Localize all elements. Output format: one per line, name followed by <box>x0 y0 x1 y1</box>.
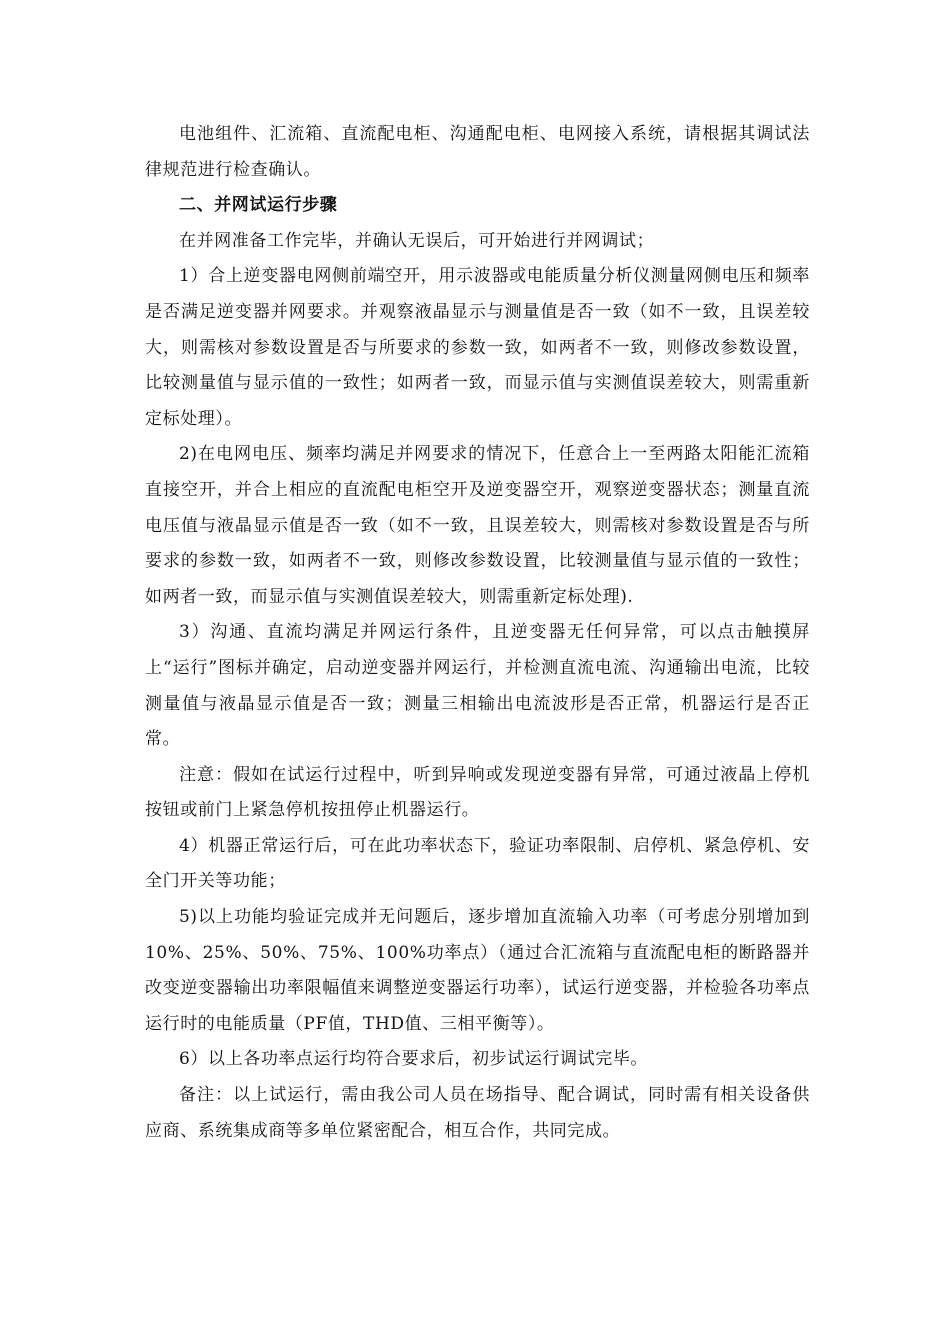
paragraph-step-4: 4）机器正常运行后，可在此功率状态下，验证功率限制、启停机、紧急停机、安全门开关等功能； <box>145 835 810 892</box>
paragraph-step-1: 1）合上逆变器电网侧前端空开，用示波器或电能质量分析仪测量网侧电压和频率是否满足逆变器并网要求。并观察液晶显示与测量值是否一致（如不一致，且误差较大，则需核对参数设置是否与所要求的参数一致，如两者不一致，则修改参数设置，比较测量值与显示值的一致性；如两者一致，而显示值与实测值误差较大，则需重新定标处理）。 <box>145 266 810 429</box>
paragraph-step-5: 5)以上功能均验证完成并无问题后，逐步增加直流输入功率（可考虑分别增加到10%、25%、50%、75%、100%功率点）（通过合汇流箱与直流配电柜的断路器并改变逆变器输出功率限幅值来调整逆变器运行功率），试运行逆变器，并检验各功率点运行时的电能质量（PF值，THD值、三相平衡等）。 <box>145 907 810 1034</box>
paragraph-step-6: 6）以上各功率点运行均符合要求后，初步试运行调试完毕。 <box>179 1049 649 1070</box>
continuation-paragraph: 电池组件、汇流箱、直流配电柜、沟通配电柜、电网接入系统，请根据其调试法律规范进行检查确认。 <box>145 124 810 180</box>
paragraph-remark: 备注：以上试运行，需由我公司人员在场指导、配合调试，同时需有相关设备供应商、系统集成商等多单位紧密配合，相互合作，共同完成。 <box>145 1085 810 1141</box>
paragraph-step-2: 2)在电网电压、频率均满足并网要求的情况下，任意合上一至两路太阳能汇流箱直接空开，并合上相应的直流配电柜空开及逆变器空开，观察逆变器状态；测量直流电压值与液晶显示值是否一致（如不一致，且误差较大，则需核对参数设置是否与所要求的参数一致，如两者不一致，则修改参数设置，比较测量值与显示值的一致性；如两者一致，而显示值与实测值误差较大，则需重新定标处理). <box>145 444 810 607</box>
section-heading: 二、并网试运行步骤 <box>179 195 338 216</box>
paragraph-note: 注意：假如在试运行过程中，听到异响或发现逆变器有异常，可通过液晶上停机按钮或前门上紧急停机按扭停止机器运行。 <box>145 764 810 821</box>
paragraph-step-3: 3）沟通、直流均满足并网运行条件，且逆变器无任何异常，可以点击触摸屏上“运行”图标并确定，启动逆变器并网运行，并检测直流电流、沟通输出电流，比较测量值与液晶显示值是否一致；测量三相输出电流波形是否正常，机器运行是否正常。 <box>145 622 810 750</box>
document-body <box>145 117 810 1149</box>
paragraph-intro: 在并网准备工作完毕，并确认无误后，可开始进行并网调试； <box>179 230 655 251</box>
